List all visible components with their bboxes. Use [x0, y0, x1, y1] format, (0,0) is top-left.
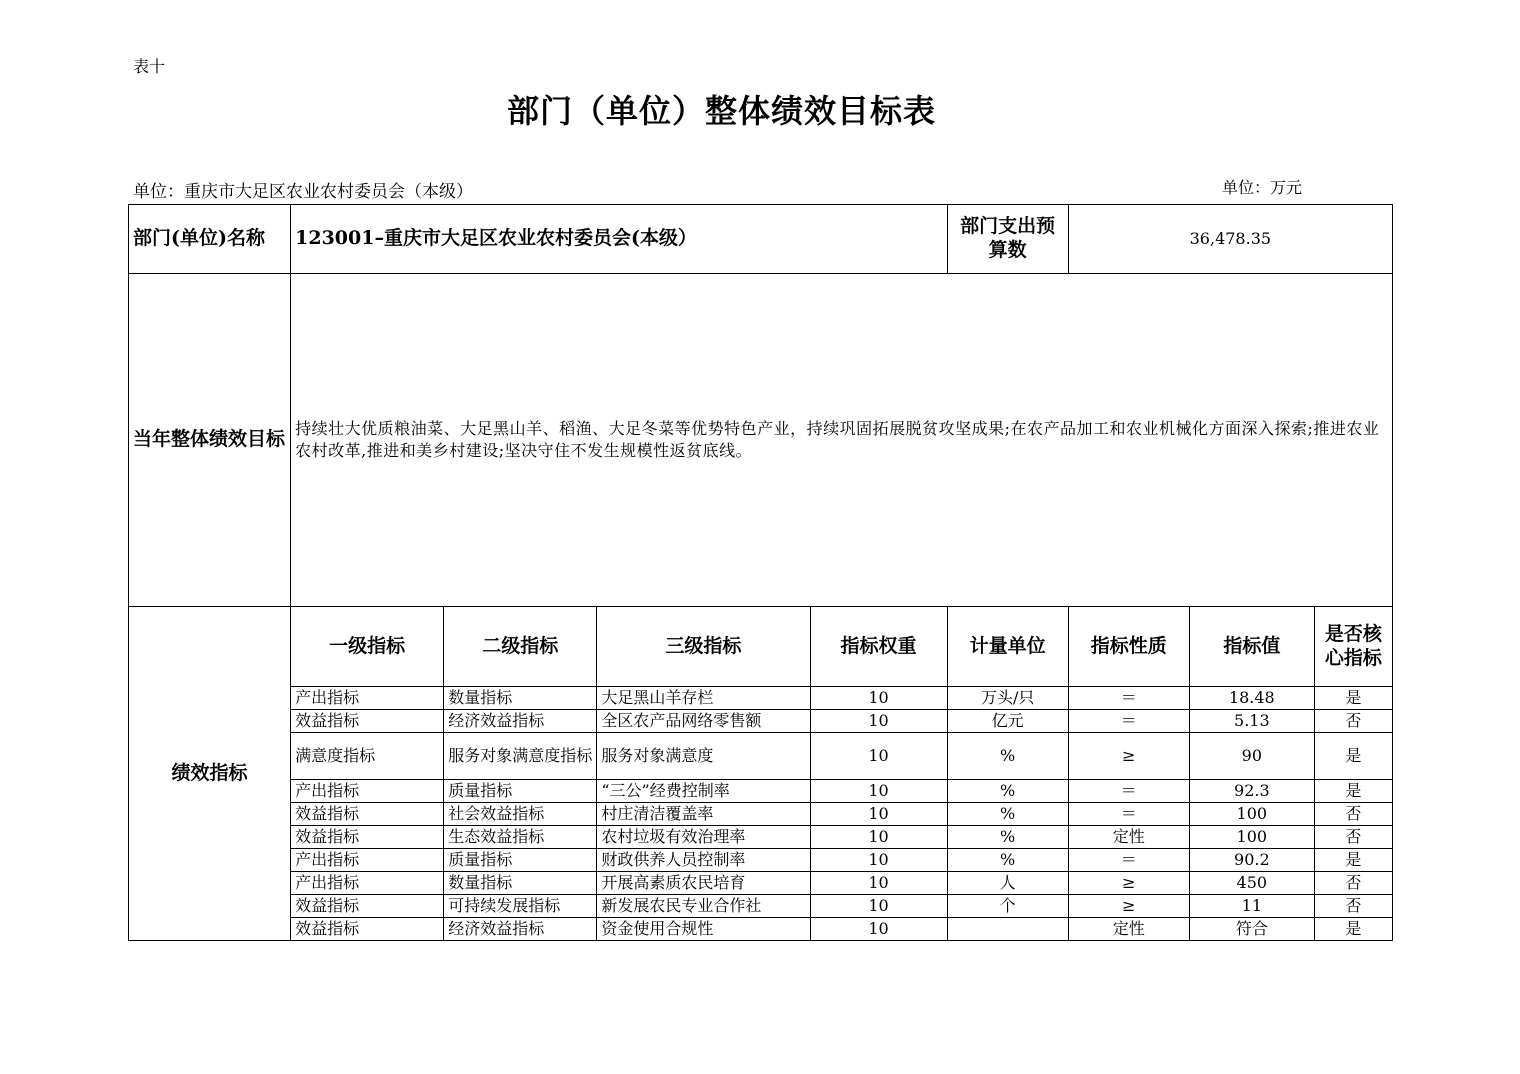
weight-cell: 10: [810, 918, 947, 941]
value-cell: 5.13: [1189, 710, 1314, 733]
value-cell: 11: [1189, 895, 1314, 918]
unit-cell: [947, 918, 1068, 941]
weight-cell: 10: [810, 733, 947, 780]
level1-cell: 效益指标: [291, 918, 444, 941]
value-cell: 100: [1189, 826, 1314, 849]
weight-cell: 10: [810, 687, 947, 710]
table-row: [129, 918, 1393, 941]
core-cell: 否: [1314, 710, 1392, 733]
weight-cell: 10: [810, 849, 947, 872]
level3-cell: 开展高素质农民培育: [597, 872, 810, 895]
level3-cell: 新发展农民专业合作社: [597, 895, 810, 918]
page-title: 部门（单位）整体绩效目标表: [506, 92, 936, 130]
goal-row: [129, 274, 1393, 607]
header-unit: 计量单位: [947, 607, 1068, 687]
weight-cell: 10: [810, 872, 947, 895]
unit-cell: %: [947, 733, 1068, 780]
unit-cell: 万头/只: [947, 687, 1068, 710]
weight-cell: 10: [810, 895, 947, 918]
level3-cell: 农村垃圾有效治理率: [597, 826, 810, 849]
table-row: [129, 687, 1393, 710]
value-cell: 90.2: [1189, 849, 1314, 872]
value-cell: 450: [1189, 872, 1314, 895]
level2-cell: 数量指标: [444, 687, 597, 710]
level1-cell: 效益指标: [291, 826, 444, 849]
level3-cell: 全区农产品网络零售额: [597, 710, 810, 733]
level3-cell: 村庄清洁覆盖率: [597, 803, 810, 826]
core-cell: 是: [1314, 849, 1392, 872]
core-cell: 是: [1314, 918, 1392, 941]
unit-line: 单位：重庆市大足区农业农村委员会（本级）: [133, 182, 473, 202]
weight-cell: 10: [810, 710, 947, 733]
level1-cell: 产出指标: [291, 849, 444, 872]
nature-cell: 定性: [1068, 826, 1189, 849]
value-cell: 符合: [1189, 918, 1314, 941]
level2-cell: 经济效益指标: [444, 918, 597, 941]
value-cell: 100: [1189, 803, 1314, 826]
level1-cell: 满意度指标: [291, 733, 444, 780]
currency-unit: 单位：万元: [1222, 178, 1303, 197]
budget-label: 部门支出预算数: [947, 205, 1068, 274]
level3-cell: 服务对象满意度: [597, 733, 810, 780]
nature-cell: ＝: [1068, 780, 1189, 803]
level1-cell: 效益指标: [291, 803, 444, 826]
table-number: 表十: [133, 57, 166, 76]
level3-cell: “三公”经费控制率: [597, 780, 810, 803]
table-row: [129, 733, 1393, 780]
header-level2: 二级指标: [444, 607, 597, 687]
level2-cell: 服务对象满意度指标: [444, 733, 597, 780]
core-cell: 否: [1314, 895, 1392, 918]
unit-cell: %: [947, 826, 1068, 849]
header-nature: 指标性质: [1068, 607, 1189, 687]
header-value: 指标值: [1189, 607, 1314, 687]
core-cell: 是: [1314, 733, 1392, 780]
core-cell: 是: [1314, 780, 1392, 803]
indicator-header-row: [129, 607, 1393, 687]
nature-cell: ≥: [1068, 872, 1189, 895]
table-row: [129, 872, 1393, 895]
header-core: 是否核心指标: [1314, 607, 1392, 687]
table-row: [129, 849, 1393, 872]
table-row: [129, 826, 1393, 849]
nature-cell: 定性: [1068, 918, 1189, 941]
level1-cell: 产出指标: [291, 687, 444, 710]
weight-cell: 10: [810, 780, 947, 803]
dept-name-label: 部门(单位)名称: [129, 205, 291, 274]
core-cell: 否: [1314, 872, 1392, 895]
level3-cell: 资金使用合规性: [597, 918, 810, 941]
level3-cell: 财政供养人员控制率: [597, 849, 810, 872]
nature-cell: ≥: [1068, 733, 1189, 780]
level1-cell: 产出指标: [291, 780, 444, 803]
core-cell: 否: [1314, 803, 1392, 826]
level1-cell: 效益指标: [291, 895, 444, 918]
level1-cell: 效益指标: [291, 710, 444, 733]
value-cell: 90: [1189, 733, 1314, 780]
level3-cell: 大足黑山羊存栏: [597, 687, 810, 710]
performance-table: [128, 204, 1393, 941]
table-row: [129, 803, 1393, 826]
table-row: [129, 710, 1393, 733]
weight-cell: 10: [810, 826, 947, 849]
core-cell: 否: [1314, 826, 1392, 849]
header-level3: 三级指标: [597, 607, 810, 687]
unit-cell: %: [947, 803, 1068, 826]
nature-cell: ＝: [1068, 687, 1189, 710]
table-row: [129, 780, 1393, 803]
level2-cell: 质量指标: [444, 780, 597, 803]
level2-cell: 质量指标: [444, 849, 597, 872]
unit-cell: %: [947, 849, 1068, 872]
core-cell: 是: [1314, 687, 1392, 710]
header-weight: 指标权重: [810, 607, 947, 687]
level2-cell: 社会效益指标: [444, 803, 597, 826]
level2-cell: 数量指标: [444, 872, 597, 895]
dept-row: [129, 205, 1393, 274]
level2-cell: 可持续发展指标: [444, 895, 597, 918]
value-cell: 92.3: [1189, 780, 1314, 803]
level2-cell: 经济效益指标: [444, 710, 597, 733]
level2-cell: 生态效益指标: [444, 826, 597, 849]
nature-cell: ＝: [1068, 849, 1189, 872]
header-level1: 一级指标: [291, 607, 444, 687]
unit-cell: 人: [947, 872, 1068, 895]
table-row: [129, 895, 1393, 918]
nature-cell: ＝: [1068, 710, 1189, 733]
budget-value: 36,478.35: [1068, 205, 1392, 274]
weight-cell: 10: [810, 803, 947, 826]
level1-cell: 产出指标: [291, 872, 444, 895]
dept-name-value: 123001–重庆市大足区农业农村委员会(本级）: [291, 205, 947, 274]
goal-text: 持续壮大优质粮油菜、大足黑山羊、稻渔、大足冬菜等优势特色产业，持续巩固拓展脱贫攻坚成果;在农产品加工和农业机械化方面深入探索;推进农业农村改革,推进和美乡村建设;坚决守住不发生规模性返贫底线。: [291, 274, 1393, 607]
unit-cell: %: [947, 780, 1068, 803]
goal-label: 当年整体绩效目标: [129, 274, 291, 607]
unit-cell: 个: [947, 895, 1068, 918]
nature-cell: ＝: [1068, 803, 1189, 826]
value-cell: 18.48: [1189, 687, 1314, 710]
unit-cell: 亿元: [947, 710, 1068, 733]
nature-cell: ≥: [1068, 895, 1189, 918]
indicator-section-label: 绩效指标: [129, 607, 291, 941]
